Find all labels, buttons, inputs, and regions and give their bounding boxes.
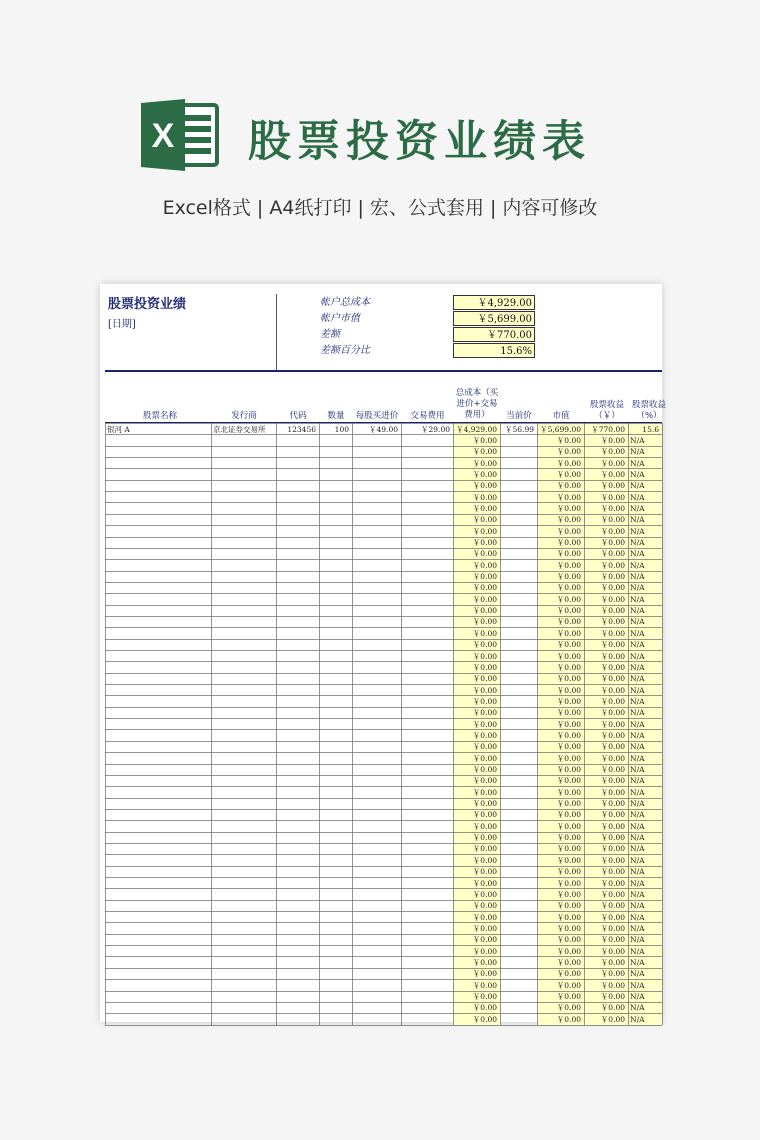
svg-text:X: X (151, 117, 175, 155)
cell-gain-pct[interactable]: N/A (630, 889, 645, 899)
cell-total-cost[interactable]: ￥0.00 (472, 538, 497, 547)
cell-market-value[interactable]: ￥0.00 (556, 696, 581, 706)
cell-gain-pct[interactable]: N/A (630, 957, 645, 967)
column-line (537, 423, 538, 1025)
cell-gain[interactable]: ￥0.00 (600, 957, 625, 967)
cell-market-value[interactable]: ￥0.00 (556, 946, 581, 956)
summary-value-difference[interactable]: ￥770.00 (453, 327, 535, 342)
column-line (500, 423, 501, 1025)
cell-gain-pct[interactable]: N/A (630, 572, 645, 582)
cell-gain[interactable]: ￥0.00 (600, 787, 625, 797)
cell-total-cost[interactable]: ￥0.00 (472, 549, 497, 559)
cell-gain-pct[interactable]: N/A (630, 617, 645, 627)
cell-gain-pct[interactable]: N/A (630, 538, 645, 547)
cell-gain[interactable]: ￥0.00 (600, 867, 625, 877)
cell-gain[interactable]: ￥0.00 (600, 572, 625, 582)
cell-gain[interactable]: ￥0.00 (600, 935, 625, 945)
cell-gain[interactable]: ￥0.00 (600, 583, 625, 593)
cell-gain[interactable]: ￥0.00 (600, 969, 625, 979)
cell-gain-pct[interactable]: N/A (630, 469, 645, 479)
cell-gain-pct[interactable]: N/A (630, 674, 645, 684)
cell-gain-pct[interactable]: N/A (630, 855, 645, 865)
cell-market-value[interactable]: ￥0.00 (556, 526, 581, 536)
cell-gain-pct[interactable]: N/A (630, 1014, 645, 1024)
cell-market-value[interactable]: ￥0.00 (556, 867, 581, 877)
summary-value-total-cost[interactable]: ￥4,929.00 (453, 295, 535, 310)
cell-gain-pct[interactable]: N/A (630, 992, 645, 1001)
cell-market-value[interactable]: ￥0.00 (556, 617, 581, 627)
cell-total-cost[interactable]: ￥0.00 (472, 606, 497, 616)
cell-total-cost[interactable]: ￥0.00 (472, 833, 497, 843)
cell-market-value[interactable]: ￥0.00 (556, 640, 581, 650)
cell-total-cost[interactable]: ￥0.00 (472, 1003, 497, 1013)
cell-gain-pct[interactable]: N/A (630, 651, 645, 661)
cell-code[interactable]: 123456 (287, 424, 316, 434)
col-header-market-value: 市值 (552, 411, 570, 421)
cell-market-value[interactable]: ￥0.00 (556, 833, 581, 843)
cell-gain[interactable]: ￥0.00 (600, 651, 625, 661)
cell-total-cost[interactable]: ￥4,929.00 (456, 424, 497, 434)
cell-total-cost[interactable]: ￥0.00 (472, 776, 497, 786)
summary-value-market-value[interactable]: ￥5,699.00 (453, 311, 535, 326)
col-header-issuer: 发行商 (231, 411, 257, 421)
cell-gain[interactable]: ￥0.00 (600, 469, 625, 479)
cell-total-cost[interactable]: ￥0.00 (472, 685, 497, 695)
cell-market-value[interactable]: ￥0.00 (556, 594, 581, 604)
cell-total-cost[interactable]: ￥0.00 (472, 708, 497, 718)
cell-total-cost[interactable]: ￥0.00 (472, 1014, 497, 1024)
sheet-date[interactable]: [日期] (108, 319, 136, 330)
cell-gain[interactable]: ￥0.00 (600, 503, 625, 513)
cell-gain-pct[interactable]: 15.6 (642, 424, 659, 434)
cell-gain[interactable]: ￥0.00 (600, 628, 625, 638)
cell-gain[interactable]: ￥0.00 (600, 901, 625, 911)
cell-total-cost[interactable]: ￥0.00 (472, 503, 497, 513)
cell-total-cost[interactable]: ￥0.00 (472, 867, 497, 877)
cell-gain-pct[interactable]: N/A (630, 935, 645, 945)
cell-gain[interactable]: ￥0.00 (600, 719, 625, 729)
cell-total-cost[interactable]: ￥0.00 (472, 617, 497, 627)
cell-market-value[interactable]: ￥0.00 (556, 685, 581, 695)
cell-total-cost[interactable]: ￥0.00 (472, 765, 497, 774)
cell-market-value[interactable]: ￥0.00 (556, 742, 581, 752)
cell-market-value[interactable]: ￥0.00 (556, 810, 581, 820)
cell-market-value[interactable]: ￥0.00 (556, 572, 581, 582)
cell-gain-pct[interactable]: N/A (630, 776, 645, 786)
cell-gain[interactable]: ￥0.00 (600, 912, 625, 922)
cell-market-value[interactable]: ￥0.00 (556, 799, 581, 809)
cell-gain[interactable]: ￥0.00 (600, 844, 625, 854)
cell-gain[interactable]: ￥0.00 (600, 742, 625, 752)
cell-gain[interactable]: ￥0.00 (600, 833, 625, 843)
cell-gain-pct[interactable]: N/A (630, 708, 645, 718)
excel-logo-icon (141, 99, 219, 171)
cell-total-cost[interactable]: ￥0.00 (472, 855, 497, 865)
cell-gain-pct[interactable]: N/A (630, 730, 645, 740)
cell-gain-pct[interactable]: N/A (630, 549, 645, 559)
col-header-buy-price: 每股买进价 (355, 411, 399, 421)
cell-total-cost[interactable]: ￥0.00 (472, 640, 497, 650)
cell-gain[interactable]: ￥0.00 (600, 447, 625, 457)
cell-gain[interactable]: ￥0.00 (600, 549, 625, 559)
cell-total-cost[interactable]: ￥0.00 (472, 492, 497, 502)
cell-market-value[interactable]: ￥0.00 (556, 753, 581, 763)
cell-market-value[interactable]: ￥0.00 (556, 1003, 581, 1013)
col-header-fees: 交易费用 (410, 411, 445, 421)
cell-gain-pct[interactable]: N/A (630, 810, 645, 820)
cell-market-value[interactable]: ￥0.00 (556, 992, 581, 1001)
spreadsheet-preview (100, 284, 666, 1024)
cell-market-value[interactable]: ￥0.00 (556, 912, 581, 922)
cell-gain[interactable]: ￥0.00 (600, 776, 625, 786)
cell-market-value[interactable]: ￥0.00 (556, 503, 581, 513)
cell-market-value[interactable]: ￥0.00 (556, 515, 581, 525)
cell-gain-pct[interactable]: N/A (630, 526, 645, 536)
cell-gain[interactable]: ￥0.00 (600, 923, 625, 933)
cell-gain-pct[interactable]: N/A (630, 560, 645, 570)
cell-total-cost[interactable]: ￥0.00 (472, 469, 497, 479)
cell-market-value[interactable]: ￥0.00 (556, 719, 581, 729)
cell-gain-pct[interactable]: N/A (630, 833, 645, 843)
column-line (453, 423, 454, 1025)
cell-market-value[interactable]: ￥0.00 (556, 447, 581, 457)
cell-market-value[interactable]: ￥0.00 (556, 492, 581, 502)
cell-market-value[interactable]: ￥0.00 (556, 1014, 581, 1024)
data-table (100, 284, 662, 1022)
cell-market-value[interactable]: ￥0.00 (556, 606, 581, 616)
cell-gain[interactable]: ￥0.00 (600, 560, 625, 570)
cell-gain-pct[interactable]: N/A (630, 969, 645, 979)
cell-total-cost[interactable]: ￥0.00 (472, 787, 497, 797)
cell-market-value[interactable]: ￥0.00 (556, 889, 581, 899)
cell-total-cost[interactable]: ￥0.00 (472, 719, 497, 729)
cell-gain-pct[interactable]: N/A (630, 447, 645, 457)
cell-market-value[interactable]: ￥0.00 (556, 628, 581, 638)
cell-total-cost[interactable]: ￥0.00 (472, 957, 497, 967)
cell-market-value[interactable]: ￥0.00 (556, 469, 581, 479)
cell-gain-pct[interactable]: N/A (630, 719, 645, 729)
cell-gain[interactable]: ￥0.00 (600, 435, 625, 445)
cell-gain-pct[interactable]: N/A (630, 787, 645, 797)
cell-quantity[interactable]: 100 (334, 424, 349, 434)
sheet-title: 股票投资业绩 (108, 297, 187, 312)
cell-total-cost[interactable]: ￥0.00 (472, 946, 497, 956)
col-header-total-cost: 总成本（买进价+交易费用） (455, 388, 499, 420)
cell-market-value[interactable]: ￥0.00 (556, 674, 581, 684)
cell-gain-pct[interactable]: N/A (630, 503, 645, 513)
cell-gain-pct[interactable]: N/A (630, 799, 645, 809)
page-subtitle: Excel格式 | A4纸打印 | 宏、公式套用 | 内容可修改 (162, 197, 598, 219)
cell-market-value[interactable]: ￥0.00 (556, 787, 581, 797)
cell-total-cost[interactable]: ￥0.00 (472, 923, 497, 933)
cell-total-cost[interactable]: ￥0.00 (472, 935, 497, 945)
cell-total-cost[interactable]: ￥0.00 (472, 821, 497, 831)
cell-stock-name[interactable]: 银河 A (107, 424, 130, 434)
cell-current-price[interactable]: ￥56.99 (505, 424, 534, 434)
cell-market-value[interactable]: ￥0.00 (556, 583, 581, 593)
cell-gain-pct[interactable]: N/A (630, 878, 645, 888)
cell-gain-pct[interactable]: N/A (630, 662, 645, 672)
cell-total-cost[interactable]: ￥0.00 (472, 844, 497, 854)
cell-market-value[interactable]: ￥0.00 (556, 935, 581, 945)
cell-market-value[interactable]: ￥0.00 (556, 651, 581, 661)
cell-gain[interactable]: ￥0.00 (600, 730, 625, 740)
cell-market-value[interactable]: ￥0.00 (556, 969, 581, 979)
cell-total-cost[interactable]: ￥0.00 (472, 594, 497, 604)
cell-total-cost[interactable]: ￥0.00 (472, 742, 497, 752)
cell-gain[interactable]: ￥0.00 (600, 946, 625, 956)
cell-gain-pct[interactable]: N/A (630, 923, 645, 933)
cell-market-value[interactable]: ￥0.00 (556, 708, 581, 718)
cell-gain[interactable]: ￥0.00 (600, 980, 625, 990)
cell-total-cost[interactable]: ￥0.00 (472, 662, 497, 672)
cell-gain-pct[interactable]: N/A (630, 481, 645, 491)
cell-total-cost[interactable]: ￥0.00 (472, 481, 497, 491)
cell-gain-pct[interactable]: N/A (630, 492, 645, 502)
cell-gain[interactable]: ￥0.00 (600, 992, 625, 1001)
cell-total-cost[interactable]: ￥0.00 (472, 810, 497, 820)
cell-gain-pct[interactable]: N/A (630, 844, 645, 854)
cell-total-cost[interactable]: ￥0.00 (472, 912, 497, 922)
cell-gain-pct[interactable]: N/A (630, 742, 645, 752)
cell-market-value[interactable]: ￥0.00 (556, 549, 581, 559)
cell-gain[interactable]: ￥0.00 (600, 753, 625, 763)
cell-market-value[interactable]: ￥0.00 (556, 957, 581, 967)
cell-total-cost[interactable]: ￥0.00 (472, 515, 497, 525)
cell-gain-pct[interactable]: N/A (630, 980, 645, 990)
cell-gain[interactable]: ￥0.00 (600, 765, 625, 774)
cell-gain-pct[interactable]: N/A (630, 912, 645, 922)
column-line (584, 423, 585, 1025)
col-header-quantity: 数量 (327, 411, 345, 421)
cell-gain[interactable]: ￥0.00 (600, 685, 625, 695)
cell-total-cost[interactable]: ￥0.00 (472, 674, 497, 684)
cell-total-cost[interactable]: ￥0.00 (472, 447, 497, 457)
cell-market-value[interactable]: ￥0.00 (556, 844, 581, 854)
cell-gain[interactable]: ￥0.00 (600, 458, 625, 468)
cell-market-value[interactable]: ￥0.00 (556, 901, 581, 911)
cell-gain[interactable]: ￥0.00 (600, 889, 625, 899)
col-header-stock-name: 股票名称 (142, 411, 177, 421)
cell-market-value[interactable]: ￥0.00 (556, 458, 581, 468)
cell-gain[interactable]: ￥0.00 (600, 1014, 625, 1024)
column-line (211, 423, 212, 1025)
col-header-current-price: 当前价 (506, 411, 532, 421)
cell-gain-pct[interactable]: N/A (630, 867, 645, 877)
cell-market-value[interactable]: ￥0.00 (556, 560, 581, 570)
cell-total-cost[interactable]: ￥0.00 (472, 889, 497, 899)
cell-market-value[interactable]: ￥0.00 (556, 435, 581, 445)
cell-total-cost[interactable]: ￥0.00 (472, 560, 497, 570)
cell-gain-pct[interactable]: N/A (630, 435, 645, 445)
cell-total-cost[interactable]: ￥0.00 (472, 572, 497, 582)
cell-gain[interactable]: ￥0.00 (600, 515, 625, 525)
cell-gain-pct[interactable]: N/A (630, 640, 645, 650)
cell-gain-pct[interactable]: N/A (630, 821, 645, 831)
cell-total-cost[interactable]: ￥0.00 (472, 583, 497, 593)
cell-gain-pct[interactable]: N/A (630, 765, 645, 774)
cell-gain[interactable]: ￥0.00 (600, 617, 625, 627)
cell-gain-pct[interactable]: N/A (630, 685, 645, 695)
cell-gain[interactable]: ￥0.00 (600, 481, 625, 491)
cell-gain-pct[interactable]: N/A (630, 696, 645, 706)
cell-total-cost[interactable]: ￥0.00 (472, 980, 497, 990)
cell-gain[interactable]: ￥0.00 (600, 674, 625, 684)
summary-label-market-value: 帐户市值 (320, 313, 360, 324)
cell-market-value[interactable]: ￥0.00 (556, 481, 581, 491)
cell-market-value[interactable]: ￥0.00 (556, 776, 581, 786)
cell-gain[interactable]: ￥0.00 (600, 1003, 625, 1013)
row-line (105, 1025, 662, 1026)
cell-gain[interactable]: ￥0.00 (600, 855, 625, 865)
cell-total-cost[interactable]: ￥0.00 (472, 696, 497, 706)
cell-fees[interactable]: ￥29.00 (421, 424, 450, 434)
cell-total-cost[interactable]: ￥0.00 (472, 526, 497, 536)
column-line (401, 423, 402, 1025)
cell-gain[interactable]: ￥770.00 (591, 424, 625, 434)
cell-market-value[interactable]: ￥0.00 (556, 878, 581, 888)
cell-market-value[interactable]: ￥0.00 (556, 765, 581, 774)
cell-gain-pct[interactable]: N/A (630, 1003, 645, 1013)
cell-gain-pct[interactable]: N/A (630, 901, 645, 911)
cell-gain[interactable]: ￥0.00 (600, 878, 625, 888)
summary-label-difference: 差额 (320, 329, 340, 340)
cell-gain[interactable]: ￥0.00 (600, 799, 625, 809)
cell-total-cost[interactable]: ￥0.00 (472, 651, 497, 661)
column-line (319, 423, 320, 1025)
cell-gain-pct[interactable]: N/A (630, 628, 645, 638)
cell-gain-pct[interactable]: N/A (630, 583, 645, 593)
cell-gain[interactable]: ￥0.00 (600, 696, 625, 706)
cell-gain-pct[interactable]: N/A (630, 594, 645, 604)
cell-gain[interactable]: ￥0.00 (600, 526, 625, 536)
cell-total-cost[interactable]: ￥0.00 (472, 753, 497, 763)
cell-gain[interactable]: ￥0.00 (600, 810, 625, 820)
summary-value-difference-pct[interactable]: 15.6% (453, 343, 535, 358)
column-line (352, 423, 353, 1025)
col-header-gain-pct: 股票收益（%） (631, 400, 666, 421)
cell-gain[interactable]: ￥0.00 (600, 538, 625, 547)
column-line (662, 423, 663, 1025)
cell-gain[interactable]: ￥0.00 (600, 606, 625, 616)
cell-gain[interactable]: ￥0.00 (600, 662, 625, 672)
cell-gain-pct[interactable]: N/A (630, 606, 645, 616)
cell-gain-pct[interactable]: N/A (630, 753, 645, 763)
cell-market-value[interactable]: ￥0.00 (556, 662, 581, 672)
cell-market-value[interactable]: ￥5,699.00 (540, 424, 581, 434)
cell-gain[interactable]: ￥0.00 (600, 594, 625, 604)
column-line (105, 423, 106, 1025)
cell-market-value[interactable]: ￥0.00 (556, 538, 581, 547)
cell-gain[interactable]: ￥0.00 (600, 821, 625, 831)
cell-gain[interactable]: ￥0.00 (600, 708, 625, 718)
cell-total-cost[interactable]: ￥0.00 (472, 992, 497, 1001)
cell-total-cost[interactable]: ￥0.00 (472, 799, 497, 809)
cell-gain-pct[interactable]: N/A (630, 458, 645, 468)
cell-total-cost[interactable]: ￥0.00 (472, 878, 497, 888)
cell-gain-pct[interactable]: N/A (630, 515, 645, 525)
summary-label-total-cost: 帐户总成本 (320, 297, 370, 308)
column-line (628, 423, 629, 1025)
col-header-code: 代码 (289, 411, 307, 421)
col-header-gain: 股票收益（￥） (589, 400, 624, 421)
summary-label-difference-pct: 差额百分比 (320, 345, 370, 356)
cell-market-value[interactable]: ￥0.00 (556, 855, 581, 865)
cell-gain[interactable]: ￥0.00 (600, 640, 625, 650)
cell-total-cost[interactable]: ￥0.00 (472, 435, 497, 445)
cell-issuer[interactable]: 京北证券交易所 (213, 424, 266, 434)
cell-total-cost[interactable]: ￥0.00 (472, 458, 497, 468)
cell-total-cost[interactable]: ￥0.00 (472, 901, 497, 911)
column-line (276, 423, 277, 1025)
cell-market-value[interactable]: ￥0.00 (556, 730, 581, 740)
cell-buy-price[interactable]: ￥49.00 (369, 424, 398, 434)
cell-total-cost[interactable]: ￥0.00 (472, 730, 497, 740)
page-title: 股票投资业绩表 (248, 117, 591, 167)
cell-total-cost[interactable]: ￥0.00 (472, 969, 497, 979)
cell-total-cost[interactable]: ￥0.00 (472, 628, 497, 638)
cell-market-value[interactable]: ￥0.00 (556, 980, 581, 990)
cell-market-value[interactable]: ￥0.00 (556, 821, 581, 831)
cell-market-value[interactable]: ￥0.00 (556, 923, 581, 933)
cell-gain[interactable]: ￥0.00 (600, 492, 625, 502)
cell-gain-pct[interactable]: N/A (630, 946, 645, 956)
